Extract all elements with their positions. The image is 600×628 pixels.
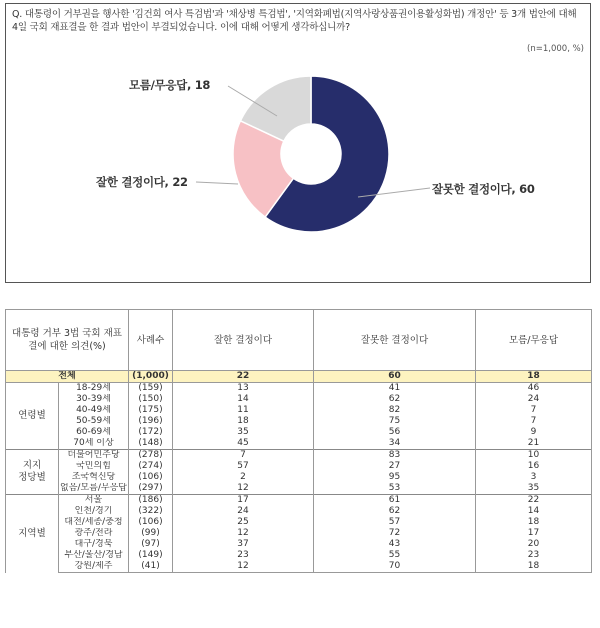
row-sub-label: 대전/세종/충청 bbox=[59, 517, 129, 528]
chart-panel bbox=[5, 3, 591, 283]
row-v3: 10 bbox=[476, 450, 592, 462]
header-group: 대통령 거부 3법 국회 재표결에 대한 의견(%) bbox=[6, 310, 129, 371]
row-n: (322) bbox=[129, 506, 173, 517]
row-v3: 24 bbox=[476, 394, 592, 405]
total-v2: 60 bbox=[314, 371, 476, 383]
row-n: (97) bbox=[129, 539, 173, 550]
row-v1: 24 bbox=[173, 506, 314, 517]
table-row bbox=[6, 461, 592, 472]
table-row bbox=[6, 495, 592, 507]
pie-chart bbox=[6, 4, 592, 284]
table-row bbox=[6, 394, 592, 405]
row-v3: 7 bbox=[476, 416, 592, 427]
row-v2: 62 bbox=[314, 394, 476, 405]
row-v2: 95 bbox=[314, 472, 476, 483]
group-label: 연령별 bbox=[6, 383, 59, 450]
row-v3: 18 bbox=[476, 517, 592, 528]
row-v1: 25 bbox=[173, 517, 314, 528]
header-col2: 잘못한 결정이다 bbox=[314, 310, 476, 371]
row-v3: 20 bbox=[476, 539, 592, 550]
row-v3: 46 bbox=[476, 383, 592, 395]
row-v2: 55 bbox=[314, 550, 476, 561]
row-sub-label: 50-59세 bbox=[59, 416, 129, 427]
row-v1: 12 bbox=[173, 483, 314, 495]
row-n: (196) bbox=[129, 416, 173, 427]
total-label: 전체 bbox=[6, 371, 129, 383]
total-v3: 18 bbox=[476, 371, 592, 383]
row-v3: 3 bbox=[476, 472, 592, 483]
total-v1: 22 bbox=[173, 371, 314, 383]
row-v2: 34 bbox=[314, 438, 476, 450]
row-sub-label: 강원/제주 bbox=[59, 561, 129, 573]
row-v3: 21 bbox=[476, 438, 592, 450]
row-n: (99) bbox=[129, 528, 173, 539]
row-v1: 11 bbox=[173, 405, 314, 416]
table-row bbox=[6, 506, 592, 517]
table-row bbox=[6, 483, 592, 495]
row-v3: 18 bbox=[476, 561, 592, 573]
row-sub-label: 40-49세 bbox=[59, 405, 129, 416]
row-v1: 12 bbox=[173, 561, 314, 573]
table-row bbox=[6, 561, 592, 573]
row-v2: 43 bbox=[314, 539, 476, 550]
row-v1: 2 bbox=[173, 472, 314, 483]
table-row bbox=[6, 405, 592, 416]
row-sub-label: 없음/모름/무응답 bbox=[60, 483, 127, 493]
row-v3: 14 bbox=[476, 506, 592, 517]
row-n: (172) bbox=[129, 427, 173, 438]
table-row bbox=[6, 416, 592, 427]
header-col3: 모름/무응답 bbox=[476, 310, 592, 371]
row-v2: 82 bbox=[314, 405, 476, 416]
pie-label-wrong: 잘못한 결정이다, 60 bbox=[432, 182, 535, 196]
row-n: (149) bbox=[129, 550, 173, 561]
row-v1: 7 bbox=[173, 450, 314, 462]
row-sub-label: 30-39세 bbox=[59, 394, 129, 405]
header-n: 사례수 bbox=[129, 310, 173, 371]
row-v1: 23 bbox=[173, 550, 314, 561]
header-col1: 잘한 결정이다 bbox=[173, 310, 314, 371]
row-v3: 35 bbox=[476, 483, 592, 495]
table-row bbox=[6, 550, 592, 561]
row-n: (106) bbox=[129, 517, 173, 528]
row-v3: 17 bbox=[476, 528, 592, 539]
row-v2: 62 bbox=[314, 506, 476, 517]
row-n: (274) bbox=[129, 461, 173, 472]
row-n: (148) bbox=[129, 438, 173, 450]
row-v1: 45 bbox=[173, 438, 314, 450]
row-v1: 17 bbox=[173, 495, 314, 507]
total-n: (1,000) bbox=[129, 371, 173, 383]
row-sub-label: 인천/경기 bbox=[59, 506, 129, 517]
group-label: 지지 정당별 bbox=[6, 450, 59, 495]
row-n: (106) bbox=[129, 472, 173, 483]
sample-note: (n=1,000, %) bbox=[527, 44, 584, 54]
row-v2: 41 bbox=[314, 383, 476, 395]
row-sub-label: 광주/전라 bbox=[59, 528, 129, 539]
row-sub-label: 더불어민주당 bbox=[59, 450, 129, 462]
table-row-total bbox=[6, 371, 592, 383]
row-v2: 57 bbox=[314, 517, 476, 528]
row-v2: 53 bbox=[314, 483, 476, 495]
table-row bbox=[6, 528, 592, 539]
row-sub-label: 부산/울산/경남 bbox=[59, 550, 129, 561]
row-v3: 7 bbox=[476, 405, 592, 416]
row-sub-label: 국민의힘 bbox=[59, 461, 129, 472]
row-v2: 56 bbox=[314, 427, 476, 438]
table-row bbox=[6, 450, 592, 462]
results-table bbox=[5, 309, 592, 573]
row-sub-label: 조국혁신당 bbox=[59, 472, 129, 483]
row-v2: 72 bbox=[314, 528, 476, 539]
row-n: (278) bbox=[129, 450, 173, 462]
leader-line-right bbox=[196, 182, 238, 184]
row-sub-label: 대구/경북 bbox=[59, 539, 129, 550]
row-v3: 23 bbox=[476, 550, 592, 561]
row-v1: 12 bbox=[173, 528, 314, 539]
group-label: 지역별 bbox=[6, 495, 59, 573]
pie-label-dontknow: 모름/무응답, 18 bbox=[129, 78, 211, 92]
row-v2: 70 bbox=[314, 561, 476, 573]
table-row bbox=[6, 517, 592, 528]
pie-chart-svg bbox=[6, 4, 592, 284]
row-v1: 35 bbox=[173, 427, 314, 438]
row-v2: 75 bbox=[314, 416, 476, 427]
table-row bbox=[6, 539, 592, 550]
row-sub-label: 70세 이상 bbox=[59, 438, 129, 450]
results-table-wrap bbox=[5, 309, 591, 573]
table-row bbox=[6, 427, 592, 438]
row-v1: 13 bbox=[173, 383, 314, 395]
row-sub-label: 60-69세 bbox=[59, 427, 129, 438]
table-row bbox=[6, 383, 592, 395]
row-v1: 37 bbox=[173, 539, 314, 550]
row-v1: 57 bbox=[173, 461, 314, 472]
row-n: (175) bbox=[129, 405, 173, 416]
question-text: Q. 대통령이 거부권을 행사한 '김건희 여사 특검법'과 '채상병 특검법', '지역화폐법(지역사랑상품권이용활성화법) 개정안' 등 3개 법안에 대해 4일 국회 재표결을 한 결과 법안이 부결되었습니다. 이에 대해 어떻게 생각하십니까? bbox=[12, 9, 577, 33]
row-v3: 9 bbox=[476, 427, 592, 438]
table-row bbox=[6, 438, 592, 450]
row-v3: 22 bbox=[476, 495, 592, 507]
row-n: (41) bbox=[129, 561, 173, 573]
row-n: (159) bbox=[129, 383, 173, 395]
row-v2: 61 bbox=[314, 495, 476, 507]
row-v1: 18 bbox=[173, 416, 314, 427]
row-n: (150) bbox=[129, 394, 173, 405]
row-sub-label: 서울 bbox=[59, 495, 129, 507]
row-v3: 16 bbox=[476, 461, 592, 472]
table-row bbox=[6, 472, 592, 483]
row-v1: 14 bbox=[173, 394, 314, 405]
pie-label-right: 잘한 결정이다, 22 bbox=[96, 175, 188, 189]
row-sub-label: 18-29세 bbox=[59, 383, 129, 395]
row-n: (297) bbox=[129, 483, 173, 495]
row-v2: 27 bbox=[314, 461, 476, 472]
row-v2: 83 bbox=[314, 450, 476, 462]
row-n: (186) bbox=[129, 495, 173, 507]
